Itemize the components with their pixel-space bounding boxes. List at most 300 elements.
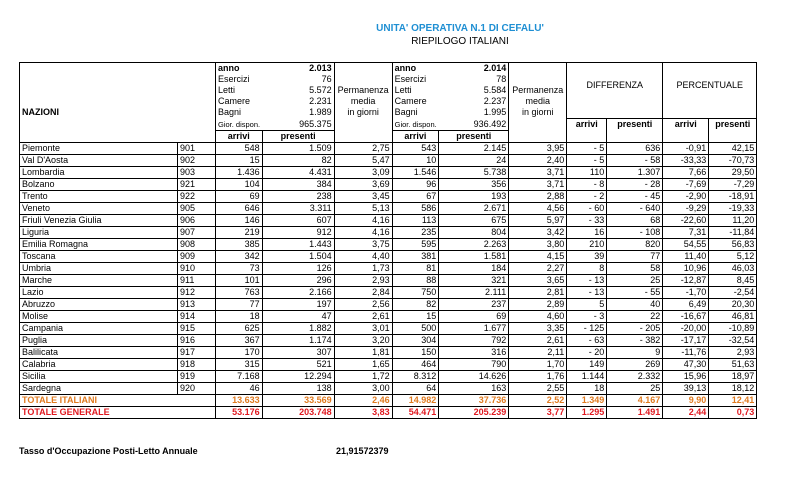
permanenza2-line1: Permanenza [509,85,567,96]
region-name: Emilia Romagna [20,238,178,250]
arrivi-2014: 10 [392,154,439,166]
total-label: TOTALE ITALIANI [20,394,216,406]
presenti-2013: 138 [262,382,334,394]
diff-presenti: - 108 [607,226,663,238]
arrivi-2013: 146 [216,214,263,226]
differenza-header: DIFFERENZA [567,74,663,96]
arrivi-2014: 14.982 [392,394,439,406]
arrivi-2014: 543 [392,142,439,154]
permanenza-2013: 2,61 [334,310,392,322]
presenti-2014: 316 [439,346,509,358]
diff-arrivi: - 13 [567,274,607,286]
region-code: 910 [178,262,216,274]
year1-camere-label: Camere [218,96,251,106]
perc-presenti-header: presenti [709,119,757,131]
table-row [20,334,757,346]
arrivi-2013: 219 [216,226,263,238]
diff-arrivi: - 5 [567,154,607,166]
perc-presenti: -2,54 [709,286,757,298]
year2-camere-value: 2.237 [439,96,509,107]
permanenza-2014: 3,35 [509,322,567,334]
diff-presenti: 1.491 [607,406,663,418]
year1-label: anno [216,63,263,75]
diff-presenti: 820 [607,238,663,250]
region-name: Trento [20,190,178,202]
region-name: Campania [20,322,178,334]
diff-arrivi: 39 [567,250,607,262]
arrivi-2014: 8.312 [392,370,439,382]
perc-presenti: 46,81 [709,310,757,322]
permanenza-2014: 4,56 [509,202,567,214]
perc-arrivi: -11,76 [663,346,709,358]
permanenza-2014: 5,97 [509,214,567,226]
region-code: 912 [178,286,216,298]
region-name: Calabria [20,358,178,370]
presenti-2013: 1.882 [262,322,334,334]
perc-arrivi: -33,33 [663,154,709,166]
diff-arrivi: 1.295 [567,406,607,418]
region-name: Abruzzo [20,298,178,310]
region-name: Balilicata [20,346,178,358]
diff-presenti: 40 [607,298,663,310]
region-code: 918 [178,358,216,370]
perc-arrivi: -1,70 [663,286,709,298]
region-code: 906 [178,214,216,226]
year1-camere-value: 2.231 [262,96,334,107]
diff-presenti: - 205 [607,322,663,334]
diff-presenti: - 28 [607,178,663,190]
region-code: 907 [178,226,216,238]
permanenza-2013: 5,47 [334,154,392,166]
year1-letti-label: Letti [218,85,236,95]
perc-presenti: -19,33 [709,202,757,214]
table-row [20,346,757,358]
perc-presenti: 12,41 [709,394,757,406]
presenti-2013: 296 [262,274,334,286]
region-code: 915 [178,322,216,334]
presenti-2013: 4.431 [262,166,334,178]
perc-arrivi: 11,40 [663,250,709,262]
presenti-2013: 521 [262,358,334,370]
diff-arrivi: - 2 [567,190,607,202]
region-code: 902 [178,154,216,166]
perc-arrivi: -7,69 [663,178,709,190]
presenti-2013: 47 [262,310,334,322]
presenti-2013: 238 [262,190,334,202]
year1-bagni-label: Bagni [218,107,242,118]
permanenza-2013: 3,00 [334,382,392,394]
presenti-2014: 14.626 [439,370,509,382]
arrivi-2014: 381 [392,250,439,262]
presenti-2013: 1.443 [262,238,334,250]
region-code: 911 [178,274,216,286]
region-name: Piemonte [20,142,178,154]
region-code: 916 [178,334,216,346]
year2-value: 2.014 [439,63,509,75]
presenti-2014: 792 [439,334,509,346]
permanenza-2013: 2,56 [334,298,392,310]
arrivi-2014: 15 [392,310,439,322]
year1-presenti-header: presenti [262,130,334,142]
diff-arrivi: - 8 [567,178,607,190]
perc-arrivi: -9,29 [663,202,709,214]
presenti-2014: 184 [439,262,509,274]
perc-presenti: 0,73 [709,406,757,418]
permanenza-2014: 3,77 [509,406,567,418]
perc-presenti: 18,12 [709,382,757,394]
permanenza-2014: 4,15 [509,250,567,262]
region-code: 913 [178,298,216,310]
year1-arrivi-header: arrivi [216,130,263,142]
permanenza-2013: 1,73 [334,262,392,274]
table-row [20,370,757,382]
permanenza-2014: 2,52 [509,394,567,406]
region-name: Lombardia [20,166,178,178]
year1-esercizi-value: 76 [262,74,334,85]
occupancy-rate-value: 21,91572379 [336,446,389,456]
permanenza-2014: 2,27 [509,262,567,274]
permanenza-2014: 1,70 [509,358,567,370]
diff-arrivi: 16 [567,226,607,238]
permanenza-2014: 3,95 [509,142,567,154]
region-code: 922 [178,190,216,202]
presenti-2013: 12.294 [262,370,334,382]
arrivi-2013: 53.176 [216,406,263,418]
arrivi-2014: 1.546 [392,166,439,178]
diff-presenti: - 382 [607,334,663,346]
arrivi-2013: 342 [216,250,263,262]
permanenza-2013: 4,16 [334,214,392,226]
perc-arrivi: 54,55 [663,238,709,250]
perc-arrivi: -17,17 [663,334,709,346]
presenti-2013: 1.174 [262,334,334,346]
perc-arrivi: -22,60 [663,214,709,226]
arrivi-2013: 7.168 [216,370,263,382]
diff-arrivi: 1.349 [567,394,607,406]
presenti-2013: 307 [262,346,334,358]
diff-arrivi: 8 [567,262,607,274]
presenti-2014: 2.145 [439,142,509,154]
permanenza-2014: 3,80 [509,238,567,250]
year2-camere-label: Camere [394,96,427,106]
percentuale-header: PERCENTUALE [663,74,757,96]
region-name: Liguria [20,226,178,238]
presenti-2014: 2.671 [439,202,509,214]
arrivi-2014: 595 [392,238,439,250]
region-code: 903 [178,166,216,178]
permanenza-2014: 2,40 [509,154,567,166]
perc-arrivi: 9,90 [663,394,709,406]
presenti-2013: 3.311 [262,202,334,214]
arrivi-2013: 763 [216,286,263,298]
perc-arrivi: -0,91 [663,142,709,154]
presenti-2014: 356 [439,178,509,190]
diff-presenti: 22 [607,310,663,322]
permanenza2-line3: in giorni [509,107,567,119]
diff-presenti: - 55 [607,286,663,298]
permanenza-2013: 1,81 [334,346,392,358]
perc-presenti: 56,83 [709,238,757,250]
arrivi-2013: 46 [216,382,263,394]
arrivi-2013: 104 [216,178,263,190]
arrivi-2013: 15 [216,154,263,166]
permanenza-2014: 3,71 [509,178,567,190]
permanenza-2014: 3,65 [509,274,567,286]
perc-arrivi: 7,31 [663,226,709,238]
region-name: Sicilia [20,370,178,382]
diff-presenti: 269 [607,358,663,370]
diff-arrivi-header: arrivi [567,119,607,131]
diff-presenti: - 45 [607,190,663,202]
presenti-2014: 675 [439,214,509,226]
perc-presenti: 18,97 [709,370,757,382]
diff-arrivi: - 3 [567,310,607,322]
arrivi-2013: 18 [216,310,263,322]
total-label: TOTALE GENERALE [20,406,216,418]
arrivi-2014: 82 [392,298,439,310]
permanenza1-line1: Permanenza [334,85,392,96]
permanenza2-line2: media [509,96,567,107]
arrivi-2013: 101 [216,274,263,286]
diff-presenti: 1.307 [607,166,663,178]
table-row [20,226,757,238]
arrivi-2014: 235 [392,226,439,238]
presenti-2014: 321 [439,274,509,286]
permanenza-2013: 3,09 [334,166,392,178]
diff-presenti: 636 [607,142,663,154]
region-code: 908 [178,238,216,250]
permanenza-2013: 3,69 [334,178,392,190]
permanenza-2013: 1,65 [334,358,392,370]
table-row [20,322,757,334]
permanenza-2013: 3,75 [334,238,392,250]
perc-presenti: 51,63 [709,358,757,370]
table-row [20,298,757,310]
perc-presenti: 2,93 [709,346,757,358]
presenti-2014: 2.111 [439,286,509,298]
diff-presenti: 2.332 [607,370,663,382]
year2-esercizi-value: 78 [439,74,509,85]
permanenza-2013: 5,13 [334,202,392,214]
perc-arrivi: -16,67 [663,310,709,322]
table-row [20,154,757,166]
perc-arrivi: -2,90 [663,190,709,202]
permanenza-2013: 2,75 [334,142,392,154]
year2-label: anno [392,63,439,75]
table-row [20,274,757,286]
arrivi-2014: 750 [392,286,439,298]
diff-arrivi: - 33 [567,214,607,226]
diff-arrivi: 18 [567,382,607,394]
occupancy-rate-label: Tasso d'Occupazione Posti-Letto Annuale [19,446,198,456]
diff-presenti: 58 [607,262,663,274]
table-row [20,250,757,262]
presenti-2014: 2.263 [439,238,509,250]
arrivi-2014: 67 [392,190,439,202]
diff-arrivi: 1.144 [567,370,607,382]
perc-presenti: 5,12 [709,250,757,262]
presenti-2014: 24 [439,154,509,166]
perc-presenti: 20,30 [709,298,757,310]
region-code: 919 [178,370,216,382]
diff-arrivi: - 60 [567,202,607,214]
diff-presenti: - 58 [607,154,663,166]
permanenza-2014: 2,55 [509,382,567,394]
permanenza-2014: 1,76 [509,370,567,382]
perc-arrivi: 6,49 [663,298,709,310]
arrivi-2013: 646 [216,202,263,214]
presenti-2013: 82 [262,154,334,166]
perc-presenti: 29,50 [709,166,757,178]
presenti-2013: 912 [262,226,334,238]
arrivi-2013: 548 [216,142,263,154]
arrivi-2013: 69 [216,190,263,202]
arrivi-2014: 113 [392,214,439,226]
diff-presenti: 68 [607,214,663,226]
year1-esercizi-label: Esercizi [218,74,250,84]
permanenza-2014: 3,71 [509,166,567,178]
region-code: 914 [178,310,216,322]
presenti-2013: 126 [262,262,334,274]
year1-giorni-value: 965.375 [262,119,334,131]
region-code: 917 [178,346,216,358]
table-row [20,142,757,154]
table-row [20,238,757,250]
table-row [20,166,757,178]
year2-letti-value: 5.584 [439,85,509,96]
diff-presenti: 4.167 [607,394,663,406]
permanenza-2013: 3,01 [334,322,392,334]
perc-presenti: 11,20 [709,214,757,226]
region-name: Lazio [20,286,178,298]
arrivi-2014: 150 [392,346,439,358]
permanenza-2013: 4,16 [334,226,392,238]
perc-presenti: -11,84 [709,226,757,238]
perc-presenti: -32,54 [709,334,757,346]
arrivi-2014: 64 [392,382,439,394]
table-row [20,382,757,394]
table-row [20,214,757,226]
table-row [20,178,757,190]
permanenza-2014: 2,11 [509,346,567,358]
permanenza-2013: 2,84 [334,286,392,298]
arrivi-2014: 88 [392,274,439,286]
perc-presenti: -7,29 [709,178,757,190]
year2-giorni-value: 936.492 [439,119,509,131]
region-code: 901 [178,142,216,154]
presenti-2014: 1.677 [439,322,509,334]
arrivi-2013: 315 [216,358,263,370]
presenti-2014: 193 [439,190,509,202]
nazioni-header: NAZIONI [20,107,216,119]
perc-arrivi: 2,44 [663,406,709,418]
year1-value: 2.013 [262,63,334,75]
diff-arrivi: - 63 [567,334,607,346]
perc-arrivi: -12,87 [663,274,709,286]
perc-presenti: 8,45 [709,274,757,286]
perc-presenti: 42,15 [709,142,757,154]
diff-arrivi: - 5 [567,142,607,154]
diff-arrivi: 210 [567,238,607,250]
perc-arrivi: -20,00 [663,322,709,334]
permanenza-2013: 3,20 [334,334,392,346]
report-subtitle: RIEPILOGO ITALIANI [411,36,509,47]
diff-presenti: 25 [607,382,663,394]
permanenza-2014: 2,81 [509,286,567,298]
presenti-2013: 197 [262,298,334,310]
table-row [20,286,757,298]
presenti-2014: 804 [439,226,509,238]
presenti-2014: 69 [439,310,509,322]
diff-arrivi: - 13 [567,286,607,298]
presenti-2014: 5.738 [439,166,509,178]
report-title: UNITA' OPERATIVA N.1 DI CEFALU' [376,23,544,34]
diff-arrivi: - 125 [567,322,607,334]
totale-italiani-row [20,394,757,406]
perc-presenti: -10,89 [709,322,757,334]
region-name: Toscana [20,250,178,262]
arrivi-2013: 625 [216,322,263,334]
table-row [20,262,757,274]
diff-presenti-header: presenti [607,119,663,131]
diff-arrivi: 110 [567,166,607,178]
perc-presenti: -18,91 [709,190,757,202]
permanenza-2013: 2,93 [334,274,392,286]
year2-bagni-value: 1.995 [439,107,509,119]
diff-presenti: - 640 [607,202,663,214]
presenti-2013: 33.569 [262,394,334,406]
region-name: Molise [20,310,178,322]
permanenza-2014: 2,61 [509,334,567,346]
region-name: Sardegna [20,382,178,394]
year2-letti-label: Letti [394,85,412,95]
arrivi-2013: 1.436 [216,166,263,178]
perc-arrivi: 15,96 [663,370,709,382]
permanenza-2014: 3,42 [509,226,567,238]
presenti-2013: 1.509 [262,142,334,154]
presenti-2014: 790 [439,358,509,370]
region-code: 921 [178,178,216,190]
year2-giorni-label: Gior. dispon. [394,119,437,129]
permanenza-2013: 3,83 [334,406,392,418]
arrivi-2013: 13.633 [216,394,263,406]
presenti-2013: 1.504 [262,250,334,262]
region-name: Puglia [20,334,178,346]
arrivi-2014: 586 [392,202,439,214]
permanenza-2014: 2,88 [509,190,567,202]
year1-giorni-label: Gior. dispon. [218,119,261,129]
permanenza-2013: 3,45 [334,190,392,202]
region-name: Veneto [20,202,178,214]
arrivi-2013: 367 [216,334,263,346]
perc-presenti: 46,03 [709,262,757,274]
arrivi-2013: 385 [216,238,263,250]
arrivi-2014: 464 [392,358,439,370]
region-code: 909 [178,250,216,262]
year1-letti-value: 5.572 [262,85,334,96]
region-name: Marche [20,274,178,286]
year2-bagni-label: Bagni [394,107,418,118]
arrivi-2013: 77 [216,298,263,310]
arrivi-2014: 500 [392,322,439,334]
arrivi-2013: 73 [216,262,263,274]
permanenza-2013: 2,46 [334,394,392,406]
diff-presenti: 9 [607,346,663,358]
presenti-2013: 2.166 [262,286,334,298]
perc-arrivi: 39,13 [663,382,709,394]
year2-esercizi-label: Esercizi [394,74,427,84]
arrivi-2014: 304 [392,334,439,346]
